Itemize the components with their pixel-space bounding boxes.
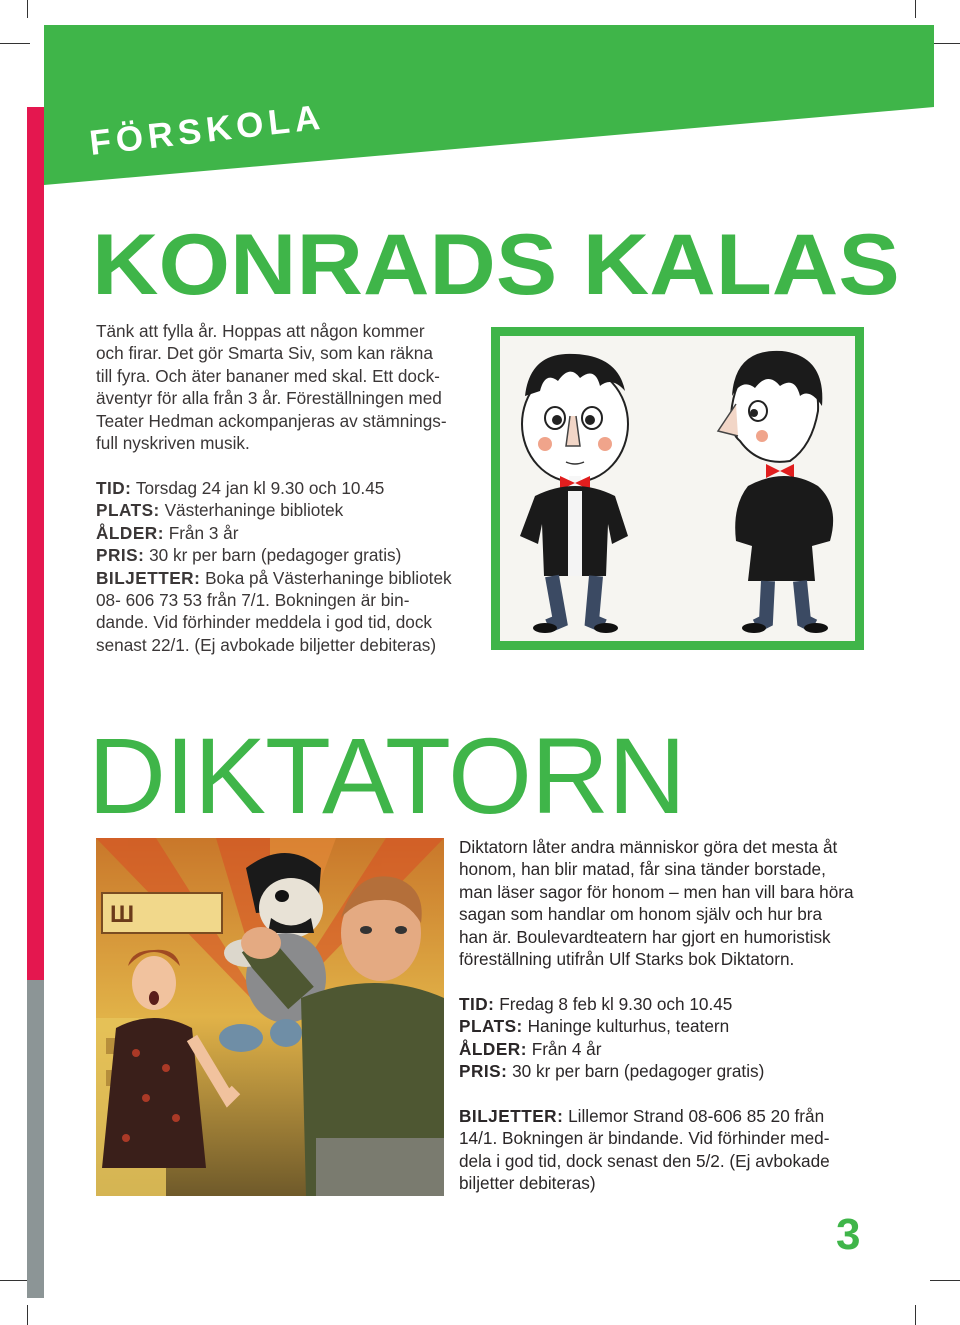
info-label: BILJETTER: <box>96 567 201 588</box>
info-place <box>96 499 471 521</box>
description-line: till fyra. Och äter bananer med skal. Ett dock- <box>96 365 440 386</box>
event-info <box>96 477 471 656</box>
info-place <box>459 1015 874 1037</box>
description-line: man läser sagor för honom – men han vill bara höra <box>459 881 854 902</box>
crop-mark <box>915 0 916 18</box>
event-description <box>96 320 476 454</box>
info-price <box>459 1060 874 1082</box>
event-info <box>459 993 874 1083</box>
info-age <box>96 522 471 544</box>
info-value: 30 kr per barn (pedagoger gratis) <box>144 545 402 566</box>
info-price <box>96 544 471 566</box>
description-line: äventyr för alla från 3 år. Föreställningen med <box>96 388 442 409</box>
description-line: honom, han blir matad, får sina tänder borstade, <box>459 859 826 880</box>
description-line: han är. Boulevardteatern har gjort en humoristisk <box>459 926 831 947</box>
info-tickets-cont: dande. Vid förhinder meddela i god tid, dock <box>96 612 433 633</box>
info-tickets-cont: 08- 606 73 53 från 7/1. Bokningen är bin- <box>96 590 410 611</box>
info-label: PRIS: <box>459 1061 508 1082</box>
section-label: FÖRSKOLA <box>87 97 327 164</box>
info-tickets-cont: dela i god tid, dock senast den 5/2. (Ej avbokade <box>459 1150 830 1171</box>
info-value: Haninge kulturhus, teatern <box>522 1016 730 1037</box>
description-line: sagan som handlar om honom själv och hur bra <box>459 904 823 925</box>
description-line: och firar. Det gör Smarta Siv, som kan räkna <box>96 343 433 364</box>
info-tickets-cont: 14/1. Bokningen är bindande. Vid förhinder med- <box>459 1128 830 1149</box>
description-line: Teater Hedman ackompanjeras av stämnings- <box>96 410 447 431</box>
info-label: ÅLDER: <box>96 522 164 543</box>
info-label: PLATS: <box>96 500 160 521</box>
info-label: TID: <box>459 994 495 1014</box>
side-bar-grey <box>27 980 44 1298</box>
description-line: Diktatorn låter andra människor göra det mesta åt <box>459 837 838 857</box>
info-value: Torsdag 24 jan kl 9.30 och 10.45 <box>131 478 385 498</box>
crop-mark <box>27 0 28 18</box>
info-label: PRIS: <box>96 545 145 566</box>
event-title-konrads-kalas: KONRADS KALAS <box>92 217 900 313</box>
page-number: 3 <box>836 1210 861 1259</box>
header-band <box>44 25 934 185</box>
theatre-performance-photo-icon <box>96 838 444 1196</box>
event-title-diktatorn: DIKTATORN <box>88 715 686 836</box>
info-value: Fredag 8 feb kl 9.30 och 10.45 <box>494 994 733 1014</box>
crop-mark <box>930 1280 960 1281</box>
info-value: Från 4 år <box>526 1038 602 1059</box>
info-tickets <box>96 567 471 589</box>
info-value: Boka på Västerhaninge bibliotek <box>200 567 452 588</box>
theatre-performance-photo <box>96 838 444 1196</box>
illustration-frame <box>491 327 864 650</box>
svg-text:Ш: Ш <box>110 901 135 928</box>
event-tickets <box>459 1105 859 1195</box>
info-value: Lillemor Strand 08-606 85 20 från <box>563 1106 825 1126</box>
event-description <box>459 836 874 970</box>
info-value: Västerhaninge bibliotek <box>159 500 344 521</box>
crop-mark <box>27 1305 28 1325</box>
description-line: full nyskriven musik. <box>96 433 250 454</box>
crop-mark <box>930 43 960 44</box>
info-label: PLATS: <box>459 1016 523 1037</box>
info-time <box>96 477 471 499</box>
info-tickets-cont: biljetter debiteras) <box>459 1173 596 1194</box>
info-tickets-cont: senast 22/1. (Ej avbokade biljetter debiteras) <box>96 634 437 655</box>
description-line: Tänk att fylla år. Hoppas att någon kommer <box>96 321 425 341</box>
info-label: BILJETTER: <box>459 1106 564 1126</box>
two-cartoon-boys-illustration-icon <box>500 336 855 641</box>
info-tickets <box>459 1105 859 1127</box>
info-value: Från 3 år <box>163 522 239 543</box>
crop-mark <box>0 43 30 44</box>
info-label: TID: <box>96 478 132 498</box>
description-line: föreställning utifrån Ulf Starks bok Diktatorn. <box>459 949 795 970</box>
info-time <box>459 993 874 1015</box>
info-age <box>459 1038 874 1060</box>
crop-mark <box>915 1305 916 1325</box>
crop-mark <box>0 1280 30 1281</box>
side-bar-red <box>27 107 44 980</box>
info-label: ÅLDER: <box>459 1038 527 1059</box>
info-value: 30 kr per barn (pedagoger gratis) <box>507 1061 765 1082</box>
